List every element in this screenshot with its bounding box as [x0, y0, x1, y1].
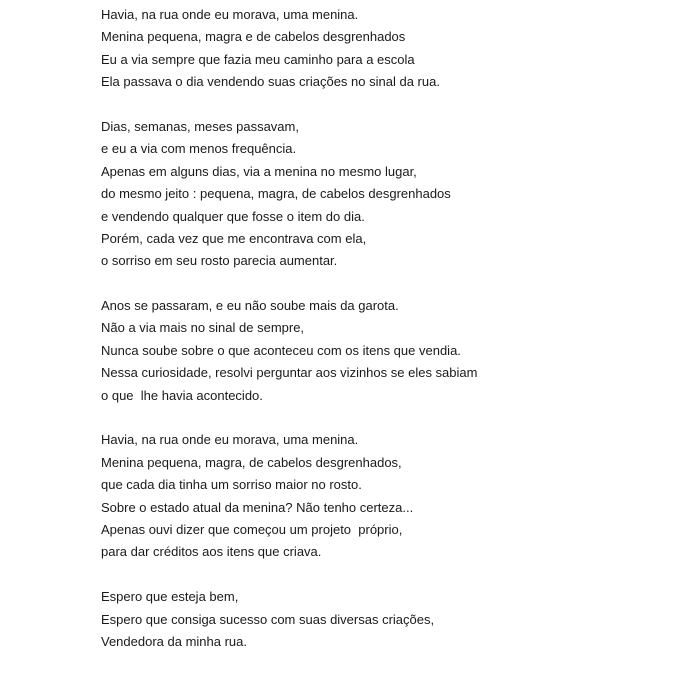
poem-line: Eu a via sempre que fazia meu caminho para a escola — [101, 51, 415, 67]
poem-line: Ela passava o dia vendendo suas criações no sinal da rua. — [101, 74, 440, 90]
stanza-3 — [101, 295, 681, 407]
poem-line: Anos se passaram, e eu não soube mais da garota. — [101, 298, 399, 314]
poem-line: Nunca soube sobre o que aconteceu com os itens que vendia. — [101, 342, 461, 358]
poem-line: Apenas em alguns dias, via a menina no mesmo lugar, — [101, 163, 417, 179]
poem-line: e vendendo qualquer que fosse o item do dia. — [101, 208, 365, 224]
poem-line: Espero que esteja bem, — [101, 589, 239, 605]
poem-line: Nessa curiosidade, resolvi perguntar aos vizinhos se eles sabiam — [101, 365, 478, 381]
poem-line: Havia, na rua onde eu morava, uma menina. — [101, 7, 359, 22]
poem-text — [101, 4, 681, 676]
poem-line: Havia, na rua onde eu morava, uma menina. — [101, 432, 359, 448]
poem-line: Menina pequena, magra, de cabelos desgrenhados, — [101, 454, 402, 470]
poem-line: para dar créditos aos itens que criava. — [101, 544, 322, 560]
poem-line: Dias, semanas, meses passavam, — [101, 118, 299, 134]
stanza-4 — [101, 429, 681, 563]
poem-line: que cada dia tinha um sorriso maior no rosto. — [101, 477, 362, 493]
poem-line: Sobre o estado atual da menina? Não tenho certeza... — [101, 499, 414, 515]
stanza-5 — [101, 586, 681, 653]
poem-line: Não a via mais no sinal de sempre, — [101, 320, 305, 336]
poem-line: e eu a via com menos frequência. — [101, 141, 297, 157]
poem-line: Apenas ouvi dizer que começou um projeto próprio, — [101, 521, 403, 537]
poem-line: Espero que consiga sucesso com suas diversas criações, — [101, 611, 435, 627]
poem-line: o sorriso em seu rosto parecia aumentar. — [101, 253, 338, 269]
poem-line: o que lhe havia acontecido. — [101, 387, 263, 403]
stanza-2 — [101, 116, 681, 273]
poem-line: do mesmo jeito : pequena, magra, de cabelos desgrenhados — [101, 186, 451, 202]
poem-line: Porém, cada vez que me encontrava com ela, — [101, 230, 367, 246]
poem-line: Vendedora da minha rua. — [101, 633, 247, 649]
poem-line: Menina pequena, magra e de cabelos desgrenhados — [101, 29, 406, 45]
stanza-1 — [101, 4, 681, 94]
